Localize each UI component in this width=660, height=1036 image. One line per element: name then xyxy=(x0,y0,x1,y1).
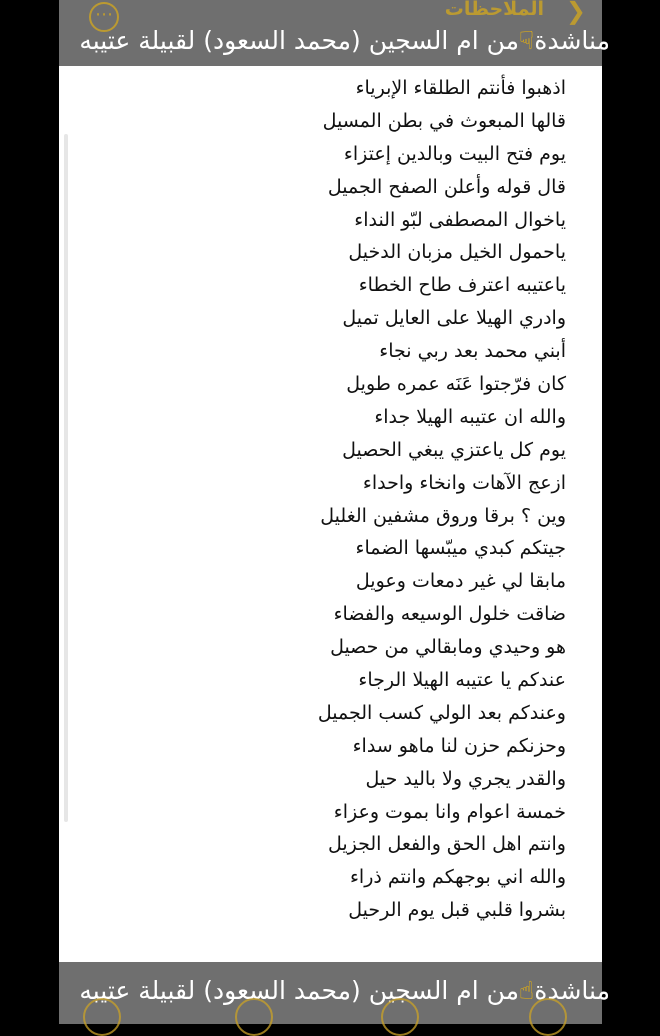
footer-headline-end: من ام السجين (محمد السعود) لقبيلة عتيبه xyxy=(79,976,520,1005)
poem-line: ياعتيبه اعترف طاح الخطاء xyxy=(358,274,566,297)
poem-line: ياحمول الخيل مزبان الدخيل xyxy=(348,241,566,264)
poem-line: قالها المبعوث في بطن المسيل xyxy=(322,109,566,132)
top-banner xyxy=(59,0,610,66)
poem-line: يوم كل ياعتزي يبغي الحصيل xyxy=(342,438,566,461)
poem-line: ضاقت خلول الوسيعه والفضاء xyxy=(333,603,566,626)
poem-line: اذهبوا فأنتم الطلقاء الإبرياء xyxy=(355,77,566,99)
scrollbar[interactable] xyxy=(64,134,68,822)
chevron-left-icon[interactable]: ❮ xyxy=(565,0,586,25)
footer-headline xyxy=(79,976,610,1005)
notes-title: الملاحظات xyxy=(444,0,544,20)
poem-line: عندكم يا عتيبه الهيلا الرجاء xyxy=(358,669,566,692)
poem-line: مابقا لي غير دمعات وعويل xyxy=(355,570,566,593)
footer-headline-start: مناشدة xyxy=(534,976,610,1005)
poem-line: والله اني بوجهكم وانتم ذراء xyxy=(350,866,566,889)
pointing-down-hand-icon: ☟ xyxy=(519,26,535,55)
banner-headline-start: مناشدة xyxy=(534,26,610,55)
poem-line: أبني محمد بعد ربي نجاء xyxy=(379,340,566,363)
poem-line: ياخوال المصطفى لبّو النداء xyxy=(354,208,566,231)
checklist-icon[interactable] xyxy=(83,998,121,1036)
note-content-panel[interactable] xyxy=(59,66,602,962)
poem-line: قال قوله وأعلن الصفح الجميل xyxy=(327,175,566,198)
poem-line: والقدر يجري ولا باليد حيل xyxy=(365,767,566,790)
poem-line: وين ؟ برقا وروق مشفين الغليل xyxy=(320,504,566,527)
pointing-up-hand-icon: ☝ xyxy=(519,976,535,1005)
banner-headline xyxy=(79,26,610,55)
poem-line: وادري الهيلا على العايل تميل xyxy=(342,307,566,330)
poem-line: كان فرّجتوا عَنَه عمره طويل xyxy=(346,373,566,396)
poem-line: وعندكم بعد الولي كسب الجميل xyxy=(317,701,566,724)
markup-icon[interactable] xyxy=(381,998,419,1036)
ghost-toolbar xyxy=(59,1006,602,1036)
poem-line: جيتكم كبدي ميبّسها الضماء xyxy=(355,537,566,560)
poem-line: والله ان عتيبه الهيلا جداء xyxy=(374,405,566,428)
poem-list xyxy=(246,72,566,927)
poem-line: ازعج الآهات وانخاء واحداء xyxy=(362,471,566,494)
poem-line: وحزنكم حزن لنا ماهو سداء xyxy=(352,734,566,757)
poem-line: يوم فتح البيت وبالدين إعتزاء xyxy=(343,142,566,165)
poem-line: خمسة اعوام وانا بموت وعزاء xyxy=(333,800,566,823)
poem-line: بشروا قلبي قبل يوم الرحيل xyxy=(348,899,566,922)
bottom-banner xyxy=(59,962,610,1024)
camera-icon[interactable] xyxy=(235,998,273,1036)
poem-line: هو وحيدي ومابقالي من حصيل xyxy=(330,636,566,659)
compose-icon[interactable] xyxy=(529,998,567,1036)
banner-headline-end: من ام السجين (محمد السعود) لقبيلة عتيبه xyxy=(79,26,520,55)
more-icon[interactable]: ⋯ xyxy=(89,2,119,32)
poem-line: وانتم اهل الحق والفعل الجزيل xyxy=(327,833,566,856)
